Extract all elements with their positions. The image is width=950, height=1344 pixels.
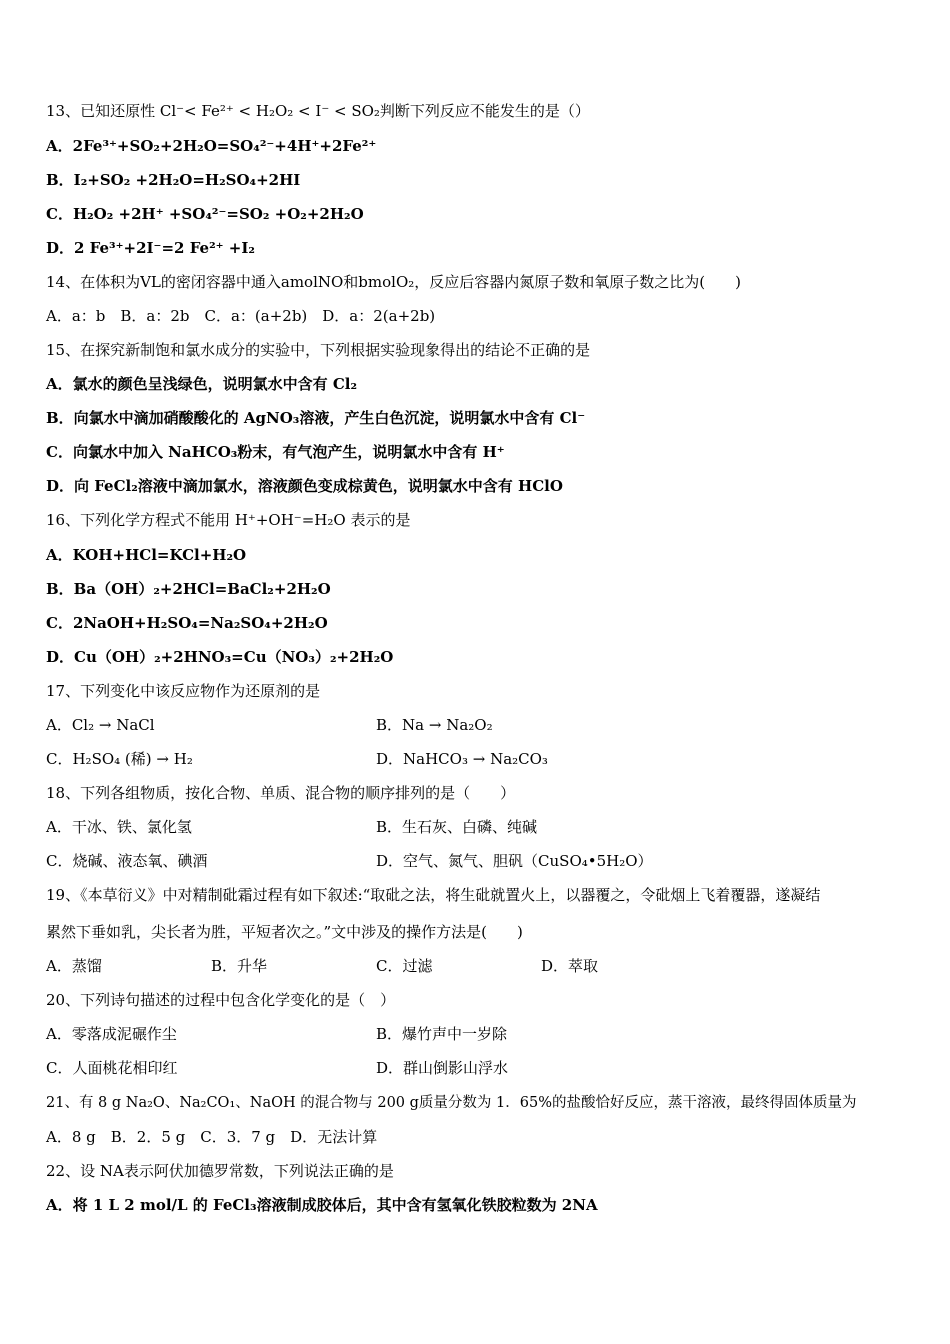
q15-option-c: C．向氯水中加入 NaHCO₃粉末，有气泡产生，说明氯水中含有 H⁺ (46, 443, 505, 461)
q16-option-b: B．Ba（OH）₂+2HCl=BaCl₂+2H₂O (46, 580, 331, 598)
q19-option-b: B．升华 (211, 957, 268, 975)
q20-option-c: C．人面桃花相印红 (46, 1059, 178, 1077)
q22-stem: 22、设 NA表示阿伏加德罗常数，下列说法正确的是 (46, 1162, 394, 1180)
q20-option-a: A．零落成泥碾作尘 (46, 1025, 177, 1043)
q17-option-c: C．H₂SO₄ (稀) → H₂ (46, 750, 193, 768)
q19-stem-line1: 19、《本草衍义》中对精制砒霜过程有如下叙述:“取砒之法，将生砒就置火上，以器覆之，令砒烟上飞着覆器，遂凝结 (46, 886, 821, 904)
q15-stem: 15、在探究新制饱和氯水成分的实验中，下列根据实验现象得出的结论不正确的是 (46, 341, 591, 359)
q18-option-d: D．空气、氮气、胆矾（CuSO₄•5H₂O） (376, 852, 653, 870)
q20-stem: 20、下列诗句描述的过程中包含化学变化的是（ ） (46, 991, 396, 1009)
q19-option-c: C．过滤 (376, 957, 433, 975)
q17-option-d: D．NaHCO₃ → Na₂CO₃ (376, 750, 548, 768)
q17-option-b: B．Na → Na₂O₂ (376, 716, 493, 734)
q13-option-b: B．I₂+SO₂ +2H₂O=H₂SO₄+2HI (46, 171, 301, 189)
q13-option-a: A．2Fe³⁺+SO₂+2H₂O=SO₄²⁻+4H⁺+2Fe²⁺ (46, 137, 377, 155)
q14-stem: 14、在体积为VL的密闭容器中通入amolNO和bmolO₂，反应后容器内氮原子数和氧原子数之比为( ) (46, 273, 741, 291)
q19-option-d: D．萃取 (541, 957, 599, 975)
q22-option-a: A．将 1 L 2 mol/L 的 FeCl₃溶液制成胶体后，其中含有氢氧化铁胶粒数为 2NA (46, 1196, 598, 1214)
q21-stem: 21、有 8 g Na₂O、Na₂CO₁、NaOH 的混合物与 200 g质量分数为 1．65%的盐酸恰好反应，蒸干溶液，最终得固体质量为 (46, 1095, 857, 1111)
q14-options: A．a：b B．a：2b C．a：(a+2b) D．a：2(a+2b) (46, 307, 436, 325)
q16-option-c: C．2NaOH+H₂SO₄=Na₂SO₄+2H₂O (46, 614, 328, 632)
q16-stem: 16、下列化学方程式不能用 H⁺+OH⁻=H₂O 表示的是 (46, 511, 411, 529)
q19-stem-line2: 累然下垂如乳，尖长者为胜，平短者次之。”文中涉及的操作方法是( ) (46, 923, 523, 941)
q18-option-c: C．烧碱、液态氧、碘酒 (46, 852, 208, 870)
q13-option-d: D．2 Fe³⁺+2I⁻=2 Fe²⁺ +I₂ (46, 239, 255, 257)
q13-option-c: C．H₂O₂ +2H⁺ +SO₄²⁻=SO₂ +O₂+2H₂O (46, 205, 364, 223)
q15-option-d: D．向 FeCl₂溶液中滴加氯水，溶液颜色变成棕黄色，说明氯水中含有 HClO (46, 477, 563, 495)
q18-option-a: A．干冰、铁、氯化氢 (46, 818, 192, 836)
q20-option-b: B．爆竹声中一岁除 (376, 1025, 508, 1043)
q15-option-b: B．向氯水中滴加硝酸酸化的 AgNO₃溶液，产生白色沉淀，说明氯水中含有 Cl⁻ (46, 409, 586, 427)
q16-option-d: D．Cu（OH）₂+2HNO₃=Cu（NO₃）₂+2H₂O (46, 648, 394, 666)
q17-option-a: A．Cl₂ → NaCl (46, 716, 155, 734)
q19-option-a: A．蒸馏 (46, 957, 102, 975)
q18-stem: 18、下列各组物质，按化合物、单质、混合物的顺序排列的是（ ） (46, 784, 516, 802)
q13-stem: 13、已知还原性 Cl⁻< Fe²⁺ < H₂O₂ < I⁻ < SO₂判断下列反应不能发生的是（） (46, 102, 590, 120)
q17-stem: 17、下列变化中该反应物作为还原剂的是 (46, 682, 321, 700)
q21-options: A．8 g B．2．5 g C．3．7 g D．无法计算 (46, 1128, 378, 1146)
q15-option-a: A．氯水的颜色呈浅绿色，说明氯水中含有 Cl₂ (46, 375, 358, 393)
q20-option-d: D．群山倒影山浮水 (376, 1059, 509, 1077)
q18-option-b: B．生石灰、白磷、纯碱 (376, 818, 538, 836)
q16-option-a: A．KOH+HCl=KCl+H₂O (46, 546, 247, 564)
